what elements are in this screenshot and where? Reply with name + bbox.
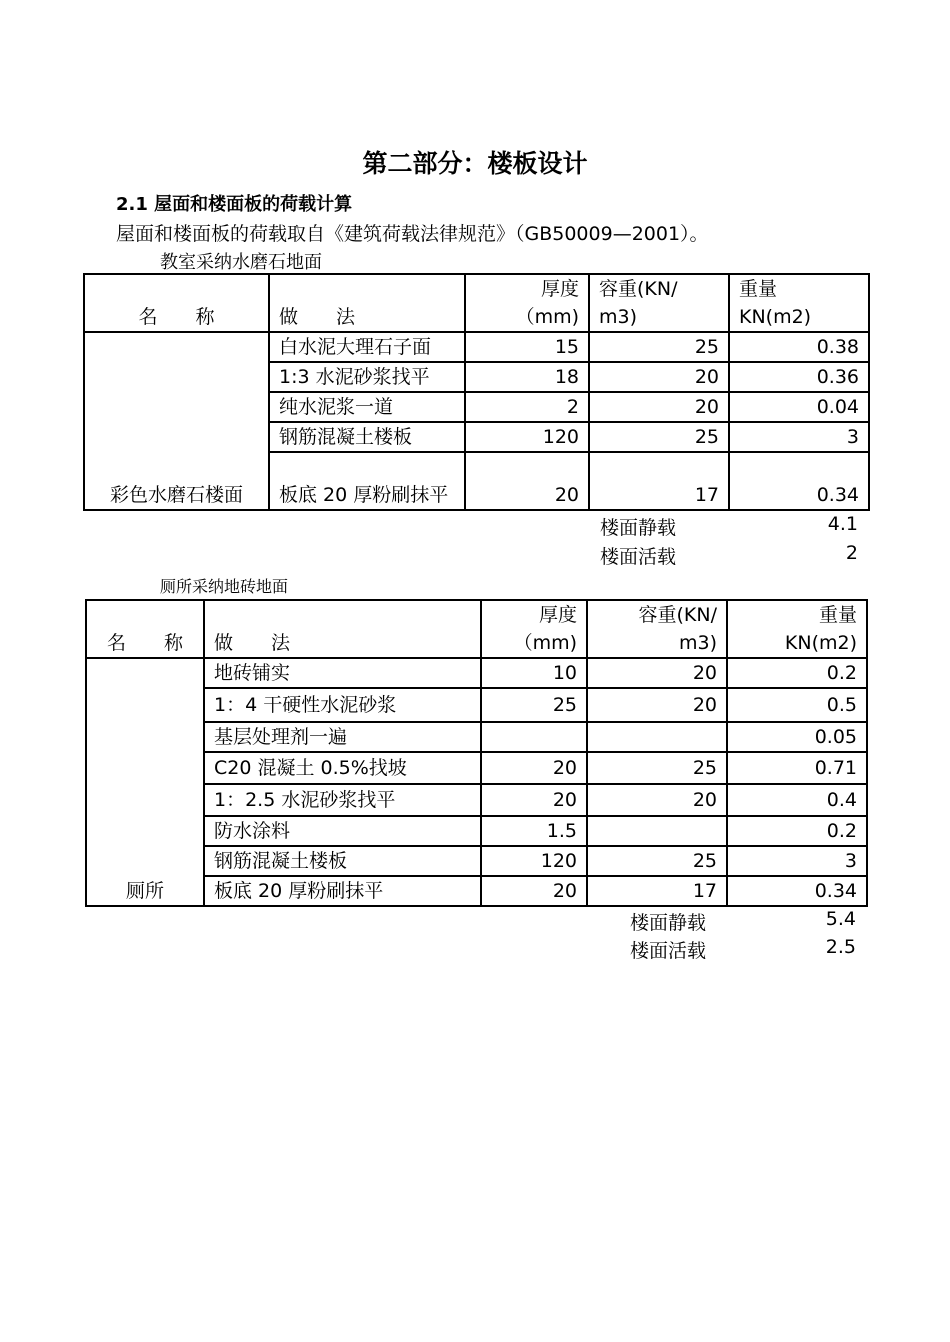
cell-thickness: 1.5 (481, 816, 587, 846)
cell-weight: 0.4 (727, 784, 867, 816)
table-row (86, 658, 867, 688)
table2-header-method: 做 法 (204, 600, 481, 658)
cell-method: 1：4 干硬性水泥砂浆 (204, 688, 481, 722)
cell-thickness: 20 (481, 784, 587, 816)
cell-thickness: 15 (465, 332, 589, 362)
cell-thickness: 20 (481, 876, 587, 906)
cell-method: 基层处理剂一遍 (204, 722, 481, 752)
cell-density: 20 (589, 362, 729, 392)
cell-weight: 0.04 (729, 392, 869, 422)
cell-method: 1:3 水泥砂浆找平 (269, 362, 465, 392)
cell-density: 25 (589, 332, 729, 362)
table-row (84, 332, 869, 362)
table1-header-method: 做 法 (269, 274, 465, 332)
table1-header-weight: 重量 KN(m2) (729, 274, 869, 332)
cell-thickness: 20 (465, 452, 589, 510)
cell-method: C20 混凝土 0.5%找坡 (204, 752, 481, 784)
cell-density: 17 (587, 876, 727, 906)
cell-weight: 0.38 (729, 332, 869, 362)
cell-weight: 0.5 (727, 688, 867, 722)
cell-density (587, 816, 727, 846)
table1 (83, 273, 870, 511)
table2-header-density: 容重(KN/ m3) (587, 600, 727, 658)
cell-weight: 0.05 (727, 722, 867, 752)
table1-header-density: 容重(KN/ m3) (589, 274, 729, 332)
cell-weight: 0.2 (727, 816, 867, 846)
cell-weight: 3 (729, 422, 869, 452)
cell-thickness: 2 (465, 392, 589, 422)
cell-method: 板底 20 厚粉刷抹平 (269, 452, 465, 510)
table2-header-thickness: 厚度 （mm) (481, 600, 587, 658)
cell-thickness: 120 (465, 422, 589, 452)
table2-header-weight: 重量 KN(m2) (727, 600, 867, 658)
cell-method: 纯水泥浆一道 (269, 392, 465, 422)
cell-weight: 0.34 (729, 452, 869, 510)
cell-method: 钢筋混凝土楼板 (269, 422, 465, 452)
table1-group-name: 彩色水磨石楼面 (84, 332, 269, 510)
page-title: 第二部分：楼板设计 (362, 149, 588, 178)
table-row (86, 784, 867, 816)
cell-thickness: 25 (481, 688, 587, 722)
table-row (86, 722, 867, 752)
cell-method: 板底 20 厚粉刷抹平 (204, 876, 481, 906)
cell-density: 25 (589, 422, 729, 452)
cell-method: 白水泥大理石子面 (269, 332, 465, 362)
section-heading: 2.1 屋面和楼面板的荷载计算 (116, 194, 353, 215)
table1-header-row (84, 274, 869, 332)
table1-header-thickness: 厚度 （mm) (465, 274, 589, 332)
cell-weight: 0.2 (727, 658, 867, 688)
table-row (86, 876, 867, 906)
cell-density: 20 (587, 784, 727, 816)
table2-header-name: 名 称 (86, 600, 204, 658)
cell-density (587, 722, 727, 752)
cell-thickness: 120 (481, 846, 587, 876)
table-row (86, 846, 867, 876)
cell-thickness: 20 (481, 752, 587, 784)
cell-density: 25 (587, 752, 727, 784)
cell-density: 20 (589, 392, 729, 422)
table-row (86, 816, 867, 846)
cell-thickness: 10 (481, 658, 587, 688)
cell-method: 地砖铺实 (204, 658, 481, 688)
table2 (85, 599, 868, 907)
cell-density: 25 (587, 846, 727, 876)
cell-weight: 0.36 (729, 362, 869, 392)
cell-weight: 0.71 (727, 752, 867, 784)
cell-method: 1：2.5 水泥砂浆找平 (204, 784, 481, 816)
cell-density: 17 (589, 452, 729, 510)
table2-header-row (86, 600, 867, 658)
table2-caption: 厕所采纳地砖地面 (160, 577, 289, 596)
cell-weight: 0.34 (727, 876, 867, 906)
intro-paragraph: 屋面和楼面板的荷载取自《建筑荷载法律规范》（GB50009—2001）。 (116, 223, 709, 245)
cell-method: 防水涂料 (204, 816, 481, 846)
cell-density: 20 (587, 688, 727, 722)
cell-weight: 3 (727, 846, 867, 876)
cell-thickness (481, 722, 587, 752)
cell-method: 钢筋混凝土楼板 (204, 846, 481, 876)
cell-thickness: 18 (465, 362, 589, 392)
cell-density: 20 (587, 658, 727, 688)
table1-caption: 教室采纳水磨石地面 (160, 252, 322, 273)
table-row (86, 752, 867, 784)
table1-header-name: 名 称 (84, 274, 269, 332)
table2-group-name: 厕所 (86, 658, 204, 906)
table-row (86, 688, 867, 722)
